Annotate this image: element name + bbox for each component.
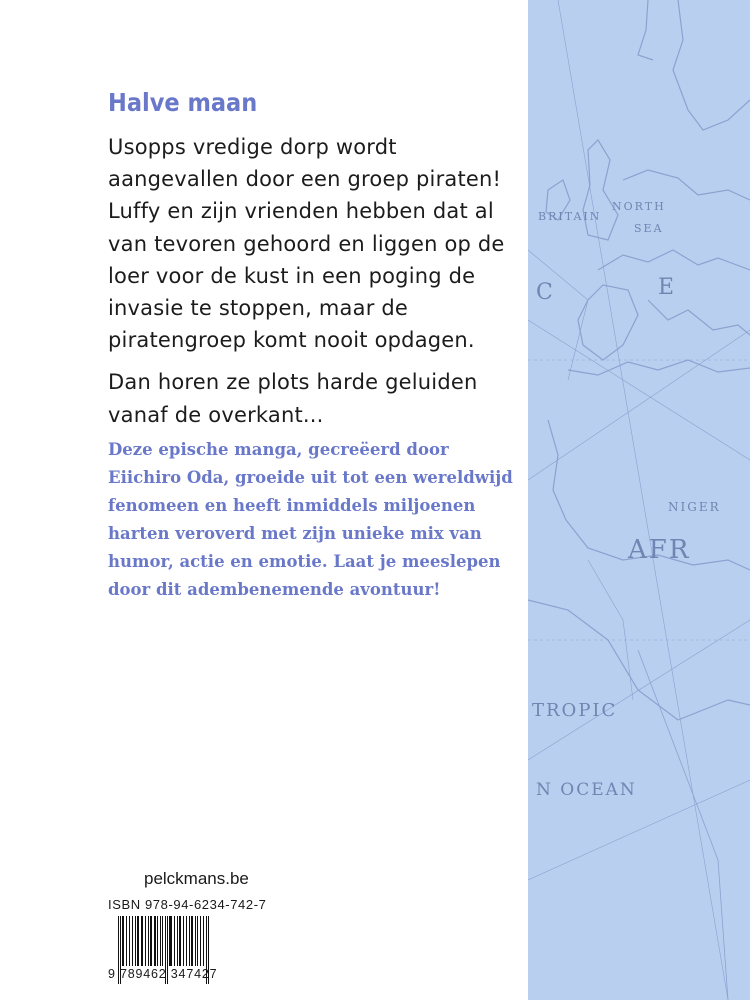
map-label-afr: AFR — [628, 535, 691, 565]
barcode-bar — [191, 916, 193, 966]
barcode-bar — [157, 916, 158, 966]
barcode-bar — [132, 916, 133, 966]
barcode-bar — [162, 916, 163, 966]
barcode-bar — [169, 916, 172, 966]
map-label-britain: BRITAIN — [538, 210, 602, 223]
barcode-bar — [150, 916, 152, 966]
map-label-c: C — [536, 280, 555, 305]
barcode-bar — [154, 916, 156, 966]
barcode-bar — [183, 916, 184, 966]
barcode-digits: 9 789462 347427 — [108, 967, 218, 981]
barcode-bar — [197, 916, 198, 966]
series-blurb — [108, 436, 518, 603]
barcode-bar — [189, 916, 190, 966]
barcode-bar — [200, 916, 201, 966]
barcode-bar — [135, 916, 136, 966]
blurb-paragraph: Deze epische manga, gecreëerd door Eiichiro Oda, groeide uit tot een wereldwijd fenomeen en heeft inmiddels miljoenen harten veroverd met zijn unieke mix van humor, actie en emotie. Laat je meeslepen door dit adembenemende avontuur! — [108, 440, 513, 599]
story-paragraph: Usopps vredige dorp wordt aangevallen door een groep piraten! Luffy en zijn vrienden hebben dat al van tevoren gehoord en liggen op de loer voor de kust in een poging de invasie te stoppen, maar de piratengroep komt nooit opdagen. — [108, 135, 505, 353]
barcode-bar — [122, 916, 124, 966]
barcode-bar — [141, 916, 143, 966]
barcode-bar — [177, 916, 178, 966]
barcode-bar — [148, 916, 149, 966]
barcode-bar — [186, 916, 187, 966]
map-label-e: E — [658, 275, 677, 300]
map-label-sea: SEA — [634, 222, 664, 235]
barcode-bar — [174, 916, 175, 966]
barcode-bar — [126, 916, 127, 966]
barcode-bar — [203, 916, 204, 966]
map-label-tropic: TROPIC — [532, 700, 618, 721]
map-label-ocean: N OCEAN — [536, 780, 637, 800]
isbn-label: ISBN 978-94-6234-742-7 — [108, 897, 267, 912]
barcode-bar — [129, 916, 130, 966]
story-text — [108, 131, 518, 441]
barcode-bar — [145, 916, 146, 966]
barcode-bar — [195, 916, 196, 966]
book-title: Halve maan — [108, 88, 258, 117]
barcode-bar — [137, 916, 139, 966]
map-label-north: NORTH — [612, 200, 666, 213]
barcode-bar — [160, 916, 161, 966]
map-illustration — [528, 0, 750, 1000]
story-paragraph: Dan horen ze plots harde geluiden vanaf de overkant... — [108, 370, 478, 427]
publisher-url: pelckmans.be — [144, 869, 249, 888]
barcode-bar — [179, 916, 181, 966]
map-label-niger: NIGER — [668, 500, 721, 514]
